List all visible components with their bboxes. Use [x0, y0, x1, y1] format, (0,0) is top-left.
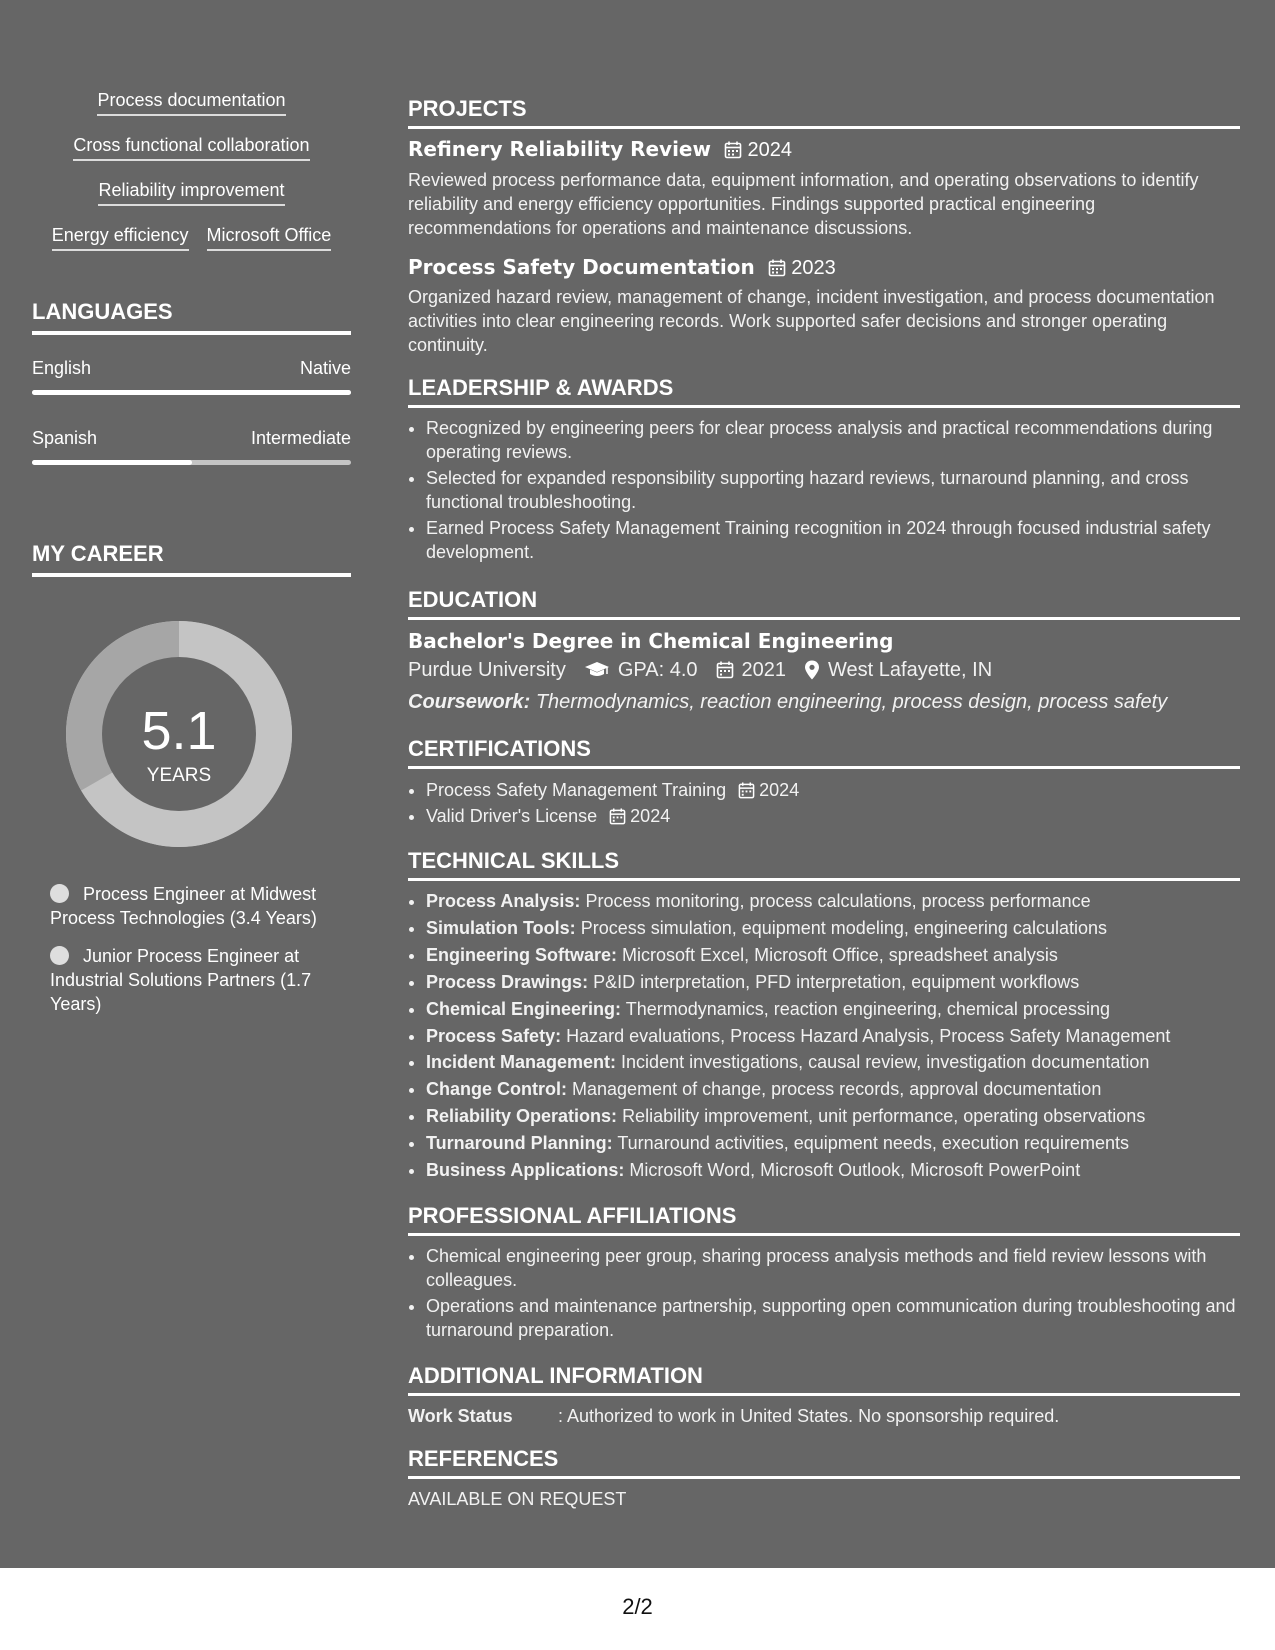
calendar-icon — [609, 808, 626, 825]
education-school: Purdue University — [408, 659, 566, 681]
project-name: Refinery Reliability Review — [408, 137, 711, 161]
work-status-label: Work Status — [408, 1406, 513, 1426]
leadership-item: • Selected for expanded responsibility supporting hazard reviews, turnaround planning, and cross functional troubleshooting. — [426, 466, 1258, 514]
references-text: AVAILABLE ON REQUEST — [408, 1489, 627, 1509]
technical-skills-list — [408, 889, 1258, 1185]
skill-tag: Microsoft Office — [207, 224, 332, 251]
career-legend — [50, 882, 340, 1030]
references-heading: REFERENCES — [408, 1445, 1240, 1479]
skill-tag-row — [32, 134, 351, 161]
technical-skill-text: Turnaround activities, equipment needs, execution requirements — [617, 1133, 1129, 1154]
technical-skill-label: Process Drawings: — [426, 971, 589, 992]
technical-skill-text: Management of change, process records, approval documentation — [572, 1079, 1102, 1100]
skill-tag: Process documentation — [97, 89, 285, 116]
career-item-text: Junior Process Engineer at Industrial Solutions Partners (1.7 Years) — [50, 946, 312, 1014]
leadership-item: • Earned Process Safety Management Training recognition in 2024 through focused industrial safety development. — [426, 516, 1258, 564]
language-level: Native — [299, 358, 351, 378]
certification-name: Valid Driver's License — [426, 806, 598, 826]
technical-skill-item — [426, 889, 1258, 914]
skill-tag: Cross functional collaboration — [73, 134, 309, 161]
language-bar-fill — [32, 390, 351, 395]
certifications-heading: CERTIFICATIONS — [408, 735, 1240, 769]
technical-skill-text: Microsoft Excel, Microsoft Office, spreadsheet analysis — [622, 944, 1058, 965]
technical-skill-item — [426, 1131, 1258, 1156]
technical-skill-label: Chemical Engineering: — [426, 998, 622, 1019]
graduation-cap-icon — [584, 661, 610, 679]
calendar-icon — [724, 141, 742, 159]
certification-item — [426, 804, 1258, 828]
calendar-icon — [716, 661, 734, 679]
technical-skill-text: P&ID interpretation, PFD interpretation, equipment workflows — [593, 971, 1080, 992]
technical-skill-label: Change Control: — [426, 1079, 567, 1100]
technical-skill-text: Incident investigations, causal review, investigation documentation — [621, 1052, 1150, 1073]
language-bar-fill — [32, 460, 192, 465]
technical-skill-item — [426, 1050, 1258, 1075]
education-degree: Bachelor's Degree in Chemical Engineering — [408, 629, 894, 653]
technical-skill-label: Reliability Operations: — [426, 1106, 618, 1127]
work-status-value: : Authorized to work in United States. No sponsorship required. — [558, 1406, 1060, 1426]
leadership-heading: LEADERSHIP & AWARDS — [408, 374, 1240, 408]
project-description: Organized hazard review, management of change, incident investigation, and process documentation activities into clear engineering records. Work supported safer decisions and stronger operating continuity. — [408, 287, 1215, 355]
skill-tag: Energy efficiency — [52, 224, 189, 251]
certification-item — [426, 778, 1258, 802]
technical-skill-text: Reliability improvement, unit performance, operating observations — [622, 1106, 1146, 1127]
affiliation-item: • Operations and maintenance partnership, supporting open communication during troubleshooting and turnaround preparation. — [426, 1294, 1258, 1342]
affiliation-item: • Chemical engineering peer group, sharing process analysis methods and field review lessons with colleagues. — [426, 1244, 1258, 1292]
affiliations-list — [408, 1244, 1258, 1344]
work-status-row — [408, 1404, 1059, 1428]
legend-dot — [50, 946, 69, 965]
technical-skill-text: Process monitoring, process calculations, process performance — [585, 891, 1091, 911]
skill-tag: Reliability improvement — [98, 179, 284, 206]
technical-skill-label: Process Safety: — [426, 1025, 562, 1046]
technical-skill-label: Process Analysis: — [426, 891, 581, 911]
language-name: English — [32, 358, 92, 378]
project-year: 2024 — [747, 139, 792, 161]
technical-skill-item — [426, 1024, 1258, 1049]
location-pin-icon — [804, 660, 820, 680]
language-name: Spanish — [32, 428, 98, 448]
skill-tag-row — [32, 89, 351, 116]
skill-tag-row — [32, 179, 351, 206]
calendar-icon — [738, 782, 755, 799]
project-description: Reviewed process performance data, equipment information, and operating observations to identify reliability and energy efficiency opportunities. Findings supported practical engineering recommendations for operations and maintenance discussions. — [408, 170, 1199, 238]
leadership-list — [408, 416, 1258, 566]
coursework-text: Thermodynamics, reaction engineering, process design, process safety — [535, 691, 1168, 713]
technical-skill-text: Process simulation, equipment modeling, engineering calculations — [580, 917, 1107, 938]
education-year: 2021 — [741, 659, 787, 681]
projects-heading: PROJECTS — [408, 95, 1240, 129]
education-heading: EDUCATION — [408, 586, 1240, 620]
project-year: 2023 — [791, 257, 836, 279]
certification-year: 2024 — [759, 780, 800, 800]
project-title — [408, 254, 836, 281]
technical-skill-text: Thermodynamics, reaction engineering, chemical processing — [625, 998, 1110, 1019]
technical-skill-label: Simulation Tools: — [426, 917, 576, 938]
additional-info-heading: ADDITIONAL INFORMATION — [408, 1362, 1240, 1396]
career-donut-chart — [66, 621, 292, 847]
education-gpa: GPA: 4.0 — [617, 659, 698, 681]
education-location: West Lafayette, IN — [828, 659, 993, 681]
technical-skills-heading: TECHNICAL SKILLS — [408, 847, 1240, 881]
affiliations-heading: PROFESSIONAL AFFILIATIONS — [408, 1202, 1240, 1236]
technical-skill-item — [426, 943, 1258, 968]
technical-skill-text: Microsoft Word, Microsoft Outlook, Microsoft PowerPoint — [629, 1160, 1081, 1181]
languages-heading: LANGUAGES — [32, 299, 351, 335]
technical-skill-label: Engineering Software: — [426, 944, 618, 965]
calendar-icon — [768, 259, 786, 277]
career-heading: MY CAREER — [32, 541, 351, 577]
language-spanish — [32, 427, 351, 465]
page-number: 2/2 — [622, 1594, 653, 1619]
language-bar — [32, 460, 351, 465]
education-details — [408, 657, 992, 683]
technical-skill-label: Incident Management: — [426, 1052, 617, 1073]
career-unit-label: YEARS — [146, 765, 212, 786]
technical-skill-item — [426, 997, 1258, 1022]
certification-year: 2024 — [630, 806, 671, 826]
project-name: Process Safety Documentation — [408, 255, 755, 279]
leadership-item: • Recognized by engineering peers for clear process analysis and practical recommendations during operating reviews. — [426, 416, 1258, 464]
certification-name: Process Safety Management Training — [426, 780, 727, 800]
technical-skill-item — [426, 1077, 1258, 1102]
career-legend-item — [50, 944, 340, 1016]
certifications-list — [408, 778, 1258, 830]
language-bar — [32, 390, 351, 395]
technical-skill-item — [426, 970, 1258, 995]
project-title — [408, 136, 792, 163]
career-legend-item — [50, 882, 340, 930]
education-coursework — [408, 689, 1167, 715]
technical-skill-item — [426, 1104, 1258, 1129]
technical-skill-item — [426, 1158, 1258, 1183]
career-total-years: 5.1 — [141, 701, 217, 761]
career-item-text: Process Engineer at Midwest Process Technologies (3.4 Years) — [50, 884, 317, 928]
skill-tag-row — [32, 224, 351, 251]
language-english — [32, 357, 351, 395]
technical-skill-label: Business Applications: — [426, 1160, 625, 1181]
language-level: Intermediate — [250, 428, 351, 448]
coursework-label: Coursework: — [408, 691, 531, 713]
technical-skill-label: Turnaround Planning: — [426, 1133, 613, 1154]
technical-skill-item — [426, 916, 1258, 941]
legend-dot — [50, 884, 69, 903]
technical-skill-text: Hazard evaluations, Process Hazard Analysis, Process Safety Management — [566, 1025, 1171, 1046]
